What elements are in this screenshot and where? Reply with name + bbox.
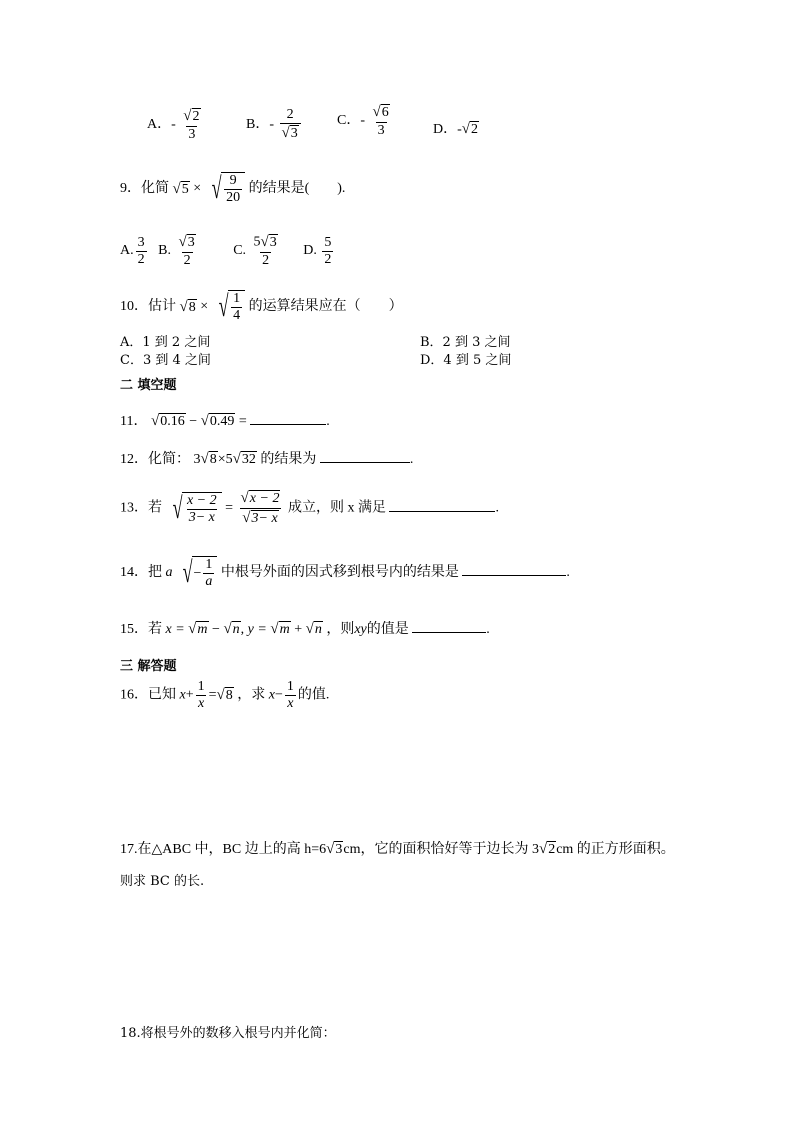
section-heading-fill-in: 二 填空题 <box>120 378 177 393</box>
question-15: 15．若 x = √ m − √ n , y = √ m + √ n ，则xy的值是 . <box>120 621 490 638</box>
q8-option-a: A．- √ 2 3 <box>147 108 200 142</box>
question-10: 10．估计 √ 8 × √ $\frac{1}{4}$ 的运算结果应在（ ） <box>120 290 403 323</box>
q10-option-a: A．1 到 2 之间 <box>120 335 211 350</box>
question-14: 14．把 a √ − $\frac{1}{a}$ 中根号外面的因式移到根号内的结果是 . <box>120 556 570 589</box>
q8-option-d: D．- √ 2 <box>433 121 479 138</box>
answer-blank[interactable] <box>250 412 326 425</box>
answer-blank[interactable] <box>389 499 495 512</box>
question-17-line-1: 17.在△ABC 中，BC 边上的高 h=6 √ 3 cm，它的面积恰好等于边长为 3 √ 2 cm 的正方形面积。 <box>120 841 675 858</box>
question-12: 12．化简： 3 √ 8 ×5 √ 32 的结果为 . <box>120 451 414 468</box>
q9-option-d: D. $\frac{5}{2}$ <box>303 234 332 267</box>
answer-blank[interactable] <box>462 563 566 576</box>
question-18: 18.将根号外的数移入根号内并化简： <box>120 1026 336 1041</box>
question-9: 9．化简 √ 5 × √ $\frac{9}{20}$ 的结果是( ). <box>120 172 346 205</box>
q8-option-c: C．- √ 6 3 <box>337 104 389 138</box>
q9-options <box>120 234 335 268</box>
q9-option-b: B. √ 3 2 <box>158 234 195 268</box>
answer-blank[interactable] <box>412 620 486 633</box>
answer-blank[interactable] <box>320 450 410 463</box>
q9-option-c: C. 5 √ 3 2 <box>233 234 277 268</box>
q10-option-c: C．3 到 4 之间 <box>120 353 211 368</box>
question-13: 13．若 √ $\frac{x - 2}{3- x}$ = √ x − 2 √ 3− x 成立，则 x 满足 . <box>120 490 499 526</box>
question-16: 16．已知 x+ $\frac{1}{x}$ = √ 8 ，求 x− $\frac{1}{x}$ 的值. <box>120 679 330 711</box>
q10-option-d: D．4 到 5 之间 <box>420 353 512 368</box>
section-heading-solve: 三 解答题 <box>120 659 177 674</box>
q8-option-b: B．- 2 √ 3 <box>246 108 303 142</box>
q9-option-a: A. $\frac{3}{2}$ <box>120 234 145 267</box>
question-17-line-2: 则求 BC 的长. <box>120 874 205 889</box>
q10-option-b: B．2 到 3 之间 <box>420 335 511 350</box>
question-11: 11． √ 0.16 − √ 0.49 = . <box>120 413 330 430</box>
